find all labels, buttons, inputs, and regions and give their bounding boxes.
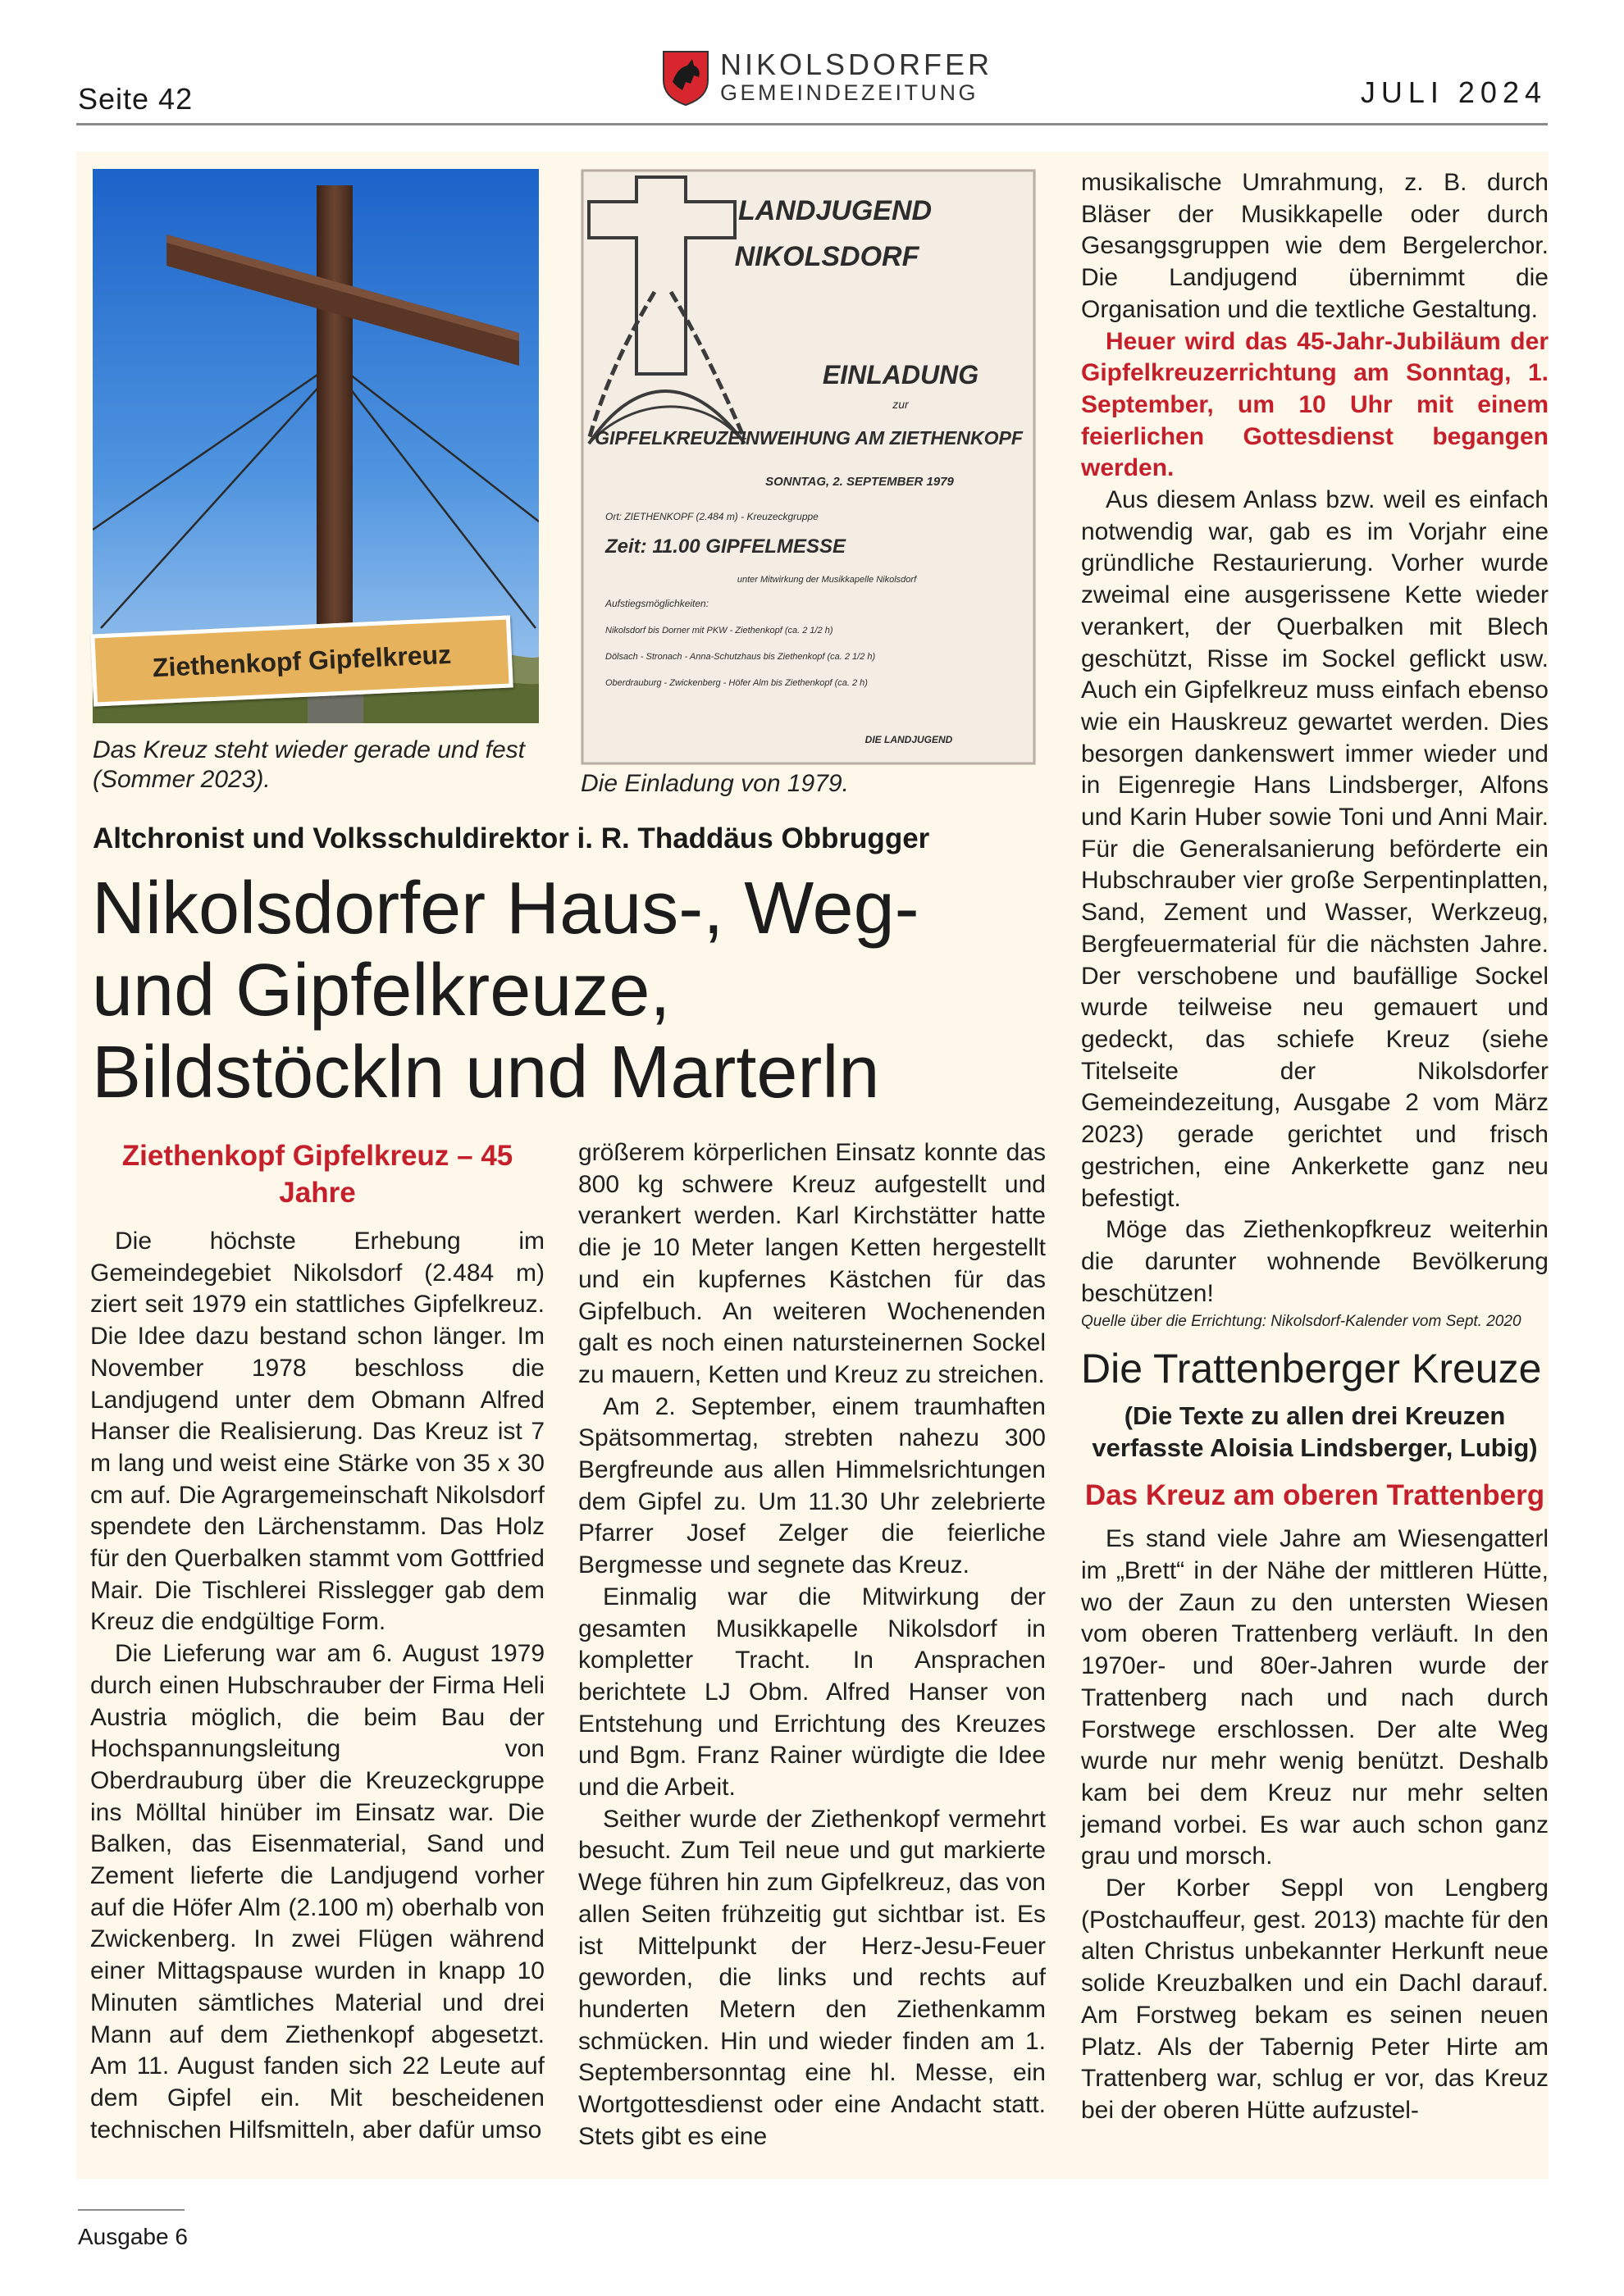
footer-divider bbox=[78, 2209, 185, 2211]
article-paragraph: Die Lieferung war am 6. August 1979 durch einen Hubschrauber der Firma Heli Austria möglich, die beim Bau der Hochspannungsleitung von Oberdrauburg über die Kreuzeckgruppe ins Mölltal hinüber im Einsatz war. Die Balken, das Eisenmaterial, Sand und Zement lieferte die Landjugend vorher auf die Höfer Alm (2.100 m) oberhalb von Zwickenberg. In zwei Flügen während einer Mittagspause wurden in knapp 10 Minuten sämtliches Material und drei Mann auf dem Ziethenkopf abgesetzt. Am 11. August fanden sich 22 Leute auf dem Gipfel ein. Mit bescheidenen technischen Hilfsmitteln, aber dafür umso bbox=[90, 1640, 545, 2143]
source-note: Quelle über die Errichtung: Nikolsdorf-Kalender vom Sept. 2020 bbox=[1081, 1313, 1521, 1331]
highlight-paragraph: Heuer wird das 45-Jahr-Jubiläum der Gipfelkreuzerrichtung am Sonntag, 1. September, um 10 Uhr mit einem feierlichen Gottesdienst begangen werden. bbox=[1081, 327, 1549, 482]
invite-text: Dölsach - Stronach - Anna-Schutzhaus bis Ziethenkopf (ca. 2 1/2 h) bbox=[605, 652, 876, 662]
coat-of-arms-icon bbox=[661, 49, 710, 107]
header-divider bbox=[76, 123, 1548, 125]
newspaper-brand bbox=[661, 46, 993, 110]
invite-text: DIE LANDJUGEND bbox=[864, 734, 953, 745]
invite-text: SONNTAG, 2. SEPTEMBER 1979 bbox=[765, 475, 954, 489]
brand-subtitle: GEMEINDEZEITUNG bbox=[720, 80, 979, 105]
invite-text: EINLADUNG bbox=[822, 360, 979, 390]
article-paragraph: Am 2. September, einem traumhaften Spätsommertag, strebten nahezu 300 Bergfreunde aus allen Himmelsrichtungen dem Gipfel zu. Um 11.30 Uhr zelebrierte Pfarrer Josef Zelger die feierliche Bergmesse und segnete das Kreuz. bbox=[578, 1392, 1046, 1579]
section-heading: Die Trattenberger Kreuze bbox=[1081, 1346, 1542, 1392]
article-paragraph: musikalische Umrahmung, z. B. durch Bläser der Musikkapelle oder durch Gesangsgruppen wie dem Bergelerchor. Die Landjugend übernimmt die Organisation und die textliche Gestaltung. bbox=[1081, 169, 1549, 323]
article-paragraph: Seither wurde der Ziethenkopf vermehrt besucht. Zum Teil neue und gut markierte Wege führen hin zum Gipfelkreuz, das von allen Seiten frühzeitig gut sichtbar ist. Es ist Mittelpunkt der Herz-Jesu-Feuer geworden, die links und rechts auf hunderten Metern den Ziethenkamm schmücken. Hin und wieder finden am 1. Septembersonntag eine hl. Messe, ein Wortgottesdienst oder eine Andacht statt. Stets gibt es eine bbox=[578, 1805, 1046, 2150]
invite-text: Ort: ZIETHENKOPF (2.484 m) - Kreuzeckgruppe bbox=[605, 511, 819, 522]
article-column-1 bbox=[90, 1137, 545, 2146]
invite-text: Nikolsdorf bis Dorner mit PKW - Ziethenkopf (ca. 2 1/2 h) bbox=[605, 626, 833, 636]
brand-name: NIKOLSDORFER bbox=[720, 48, 993, 81]
invite-text: Aufstiegsmöglichkeiten: bbox=[605, 598, 709, 609]
invite-text: unter Mitwirkung der Musikkapelle Nikolsdorf bbox=[737, 575, 917, 585]
invite-text: LANDJUGEND bbox=[737, 195, 933, 226]
section-byline: (Die Texte zu allen drei Kreuzen verfasste Aloisia Lindsberger, Lubig) bbox=[1092, 1401, 1538, 1463]
invite-text: zur bbox=[892, 398, 909, 411]
article-paragraph: Möge das Ziethenkopfkreuz weiterhin die darunter wohnende Bevölkerung beschützen! bbox=[1081, 1216, 1549, 1307]
invitation-photo bbox=[581, 169, 1036, 765]
photo-caption: Das Kreuz steht wieder gerade und fest (Sommer 2023). bbox=[93, 736, 525, 793]
photo-label: Ziethenkopf Gipfelkreuz bbox=[90, 615, 513, 706]
article-paragraph: Die höchste Erhebung im Gemeindegebiet Nikolsdorf (2.484 m) ziert seit 1979 ein stattliches Gipfelkreuz. Die Idee dazu bestand schon länger. Im November 1978 beschloss die Landjugend unter dem Obmann Alfred Hanser die Realisierung. Das Kreuz ist 7 m lang und weist eine Stärke von 35 x 30 cm auf. Die Agrargemeinschaft Nikolsdorf spendete den Lärchenstamm. Das Holz für den Querbalken stammt vom Gottfried Mair. Die Tischlerei Risslegger gab dem Kreuz die endgültige Form. bbox=[90, 1228, 545, 1636]
page-number: Seite 42 bbox=[78, 82, 194, 116]
invite-text: Oberdrauburg - Zwickenberg - Höfer Alm bis Ziethenkopf (ca. 2 h) bbox=[605, 678, 868, 688]
author-line: Altchronist und Volksschuldirektor i. R. Thaddäus Obbrugger bbox=[93, 822, 930, 854]
section-subheading: Ziethenkopf Gipfelkreuz – 45 Jahre bbox=[121, 1140, 513, 1209]
issue-date: JULI 2024 bbox=[1360, 75, 1547, 109]
section-subheading: Das Kreuz am oberen Trattenberg bbox=[1084, 1479, 1545, 1512]
article-paragraph: Der Korber Seppl von Lengberg (Postchauffeur, gest. 2013) machte für den alten Christus unbekannter Herkunft neue solide Kreuzbalken und ein Dachl darauf. Am Forstweg bekam es seinen neuen Platz. Als der Tabernig Peter Hirte am Trattenberg war, schlug er vor, das Kreuz bei der oberen Hütte aufzustel- bbox=[1081, 1875, 1549, 2124]
article-paragraph: Es stand viele Jahre am Wiesengatterl im „Brett“ in der Nähe der mittleren Hütte, wo der Zaun zu den untersten Wiesen vom oberen Trattenberg verläuft. In den 1970er- und 80er-Jahren wurde der Trattenberg nach und nach durch Forstwege erschlossen. Der alte Weg wurde nur mehr wenig benützt. Deshalb kam bei dem Kreuz nur mehr selten jemand vorbei. Es war auch schon ganz grau und morsch. bbox=[1081, 1525, 1549, 1870]
article-paragraph: größerem körperlichen Einsatz konnte das 800 kg schwere Kreuz aufgestellt und verankert werden. Karl Kirchstätter hatte die je 10 Meter langen Ketten hergestellt und ein kupfernes Kästchen für das Gipfelbuch. An weiteren Wochenenden galt es noch einen natursteinernen Sockel zu mauern, Ketten und Kreuz zu streichen. bbox=[578, 1139, 1046, 1388]
article-paragraph: Einmalig war die Mitwirkung der gesamten Musikkapelle Nikolsdorf in kompletter Tracht. In Ansprachen berichtete LJ Obm. Alfred Hanser von Entstehung und Errichtung des Kreuzes und Bgm. Franz Rainer würdigte die Idee und die Arbeit. bbox=[578, 1583, 1046, 1802]
invite-text: NIKOLSDORF bbox=[734, 241, 919, 272]
issue-number: Ausgabe 6 bbox=[78, 2224, 188, 2249]
article-paragraph: Aus diesem Anlass bzw. weil es einfach notwendig war, gab es im Vorjahr eine gründliche Restaurierung. Vorher wurde zweimal eine ausgerissene Kette wieder verankert, der Querbalken mit Blech geschützt, Risse im Sockel geflickt usw. Auch ein Gipfelkreuz muss einfach ebenso wie ein Hauskreuz gewartet werden. Dies besorgen dankenswert immer wieder und in Eigenregie Hans Lindsberger, Alfons und Karin Huber sowie Toni und Anni Mair. Für die Generalsanierung beförderte ein Hubschrauber vier große Serpentinplatten, Sand, Zement und Wasser, Werkzeug, Bergfeuermaterial für die nächsten Jahre. Der verschobene und baufällige Sockel wurde teilweise neu gemauert und gedeckt, das schiefe Kreuz (siehe Titelseite der Nikolsdorfer Gemeindezeitung, Ausgabe 2 vom März 2023) gerade gerichtet und frisch gestrichen, eine Ankerkette ganz neu befestigt. bbox=[1081, 486, 1549, 1212]
photo-caption: Die Einladung von 1979. bbox=[581, 770, 849, 797]
article-column-3 bbox=[1081, 167, 1549, 2127]
invite-text: GIPFELKREUZEINWEIHUNG AM ZIETHENKOPF bbox=[595, 427, 1023, 449]
article-headline: Nikolsdorfer Haus-, Weg- und Gipfelkreuze, Bildstöckln und Marterln bbox=[92, 868, 919, 1114]
article-column-2 bbox=[578, 1137, 1046, 2153]
invite-text: Zeit: 11.00 GIPFELMESSE bbox=[605, 535, 846, 558]
